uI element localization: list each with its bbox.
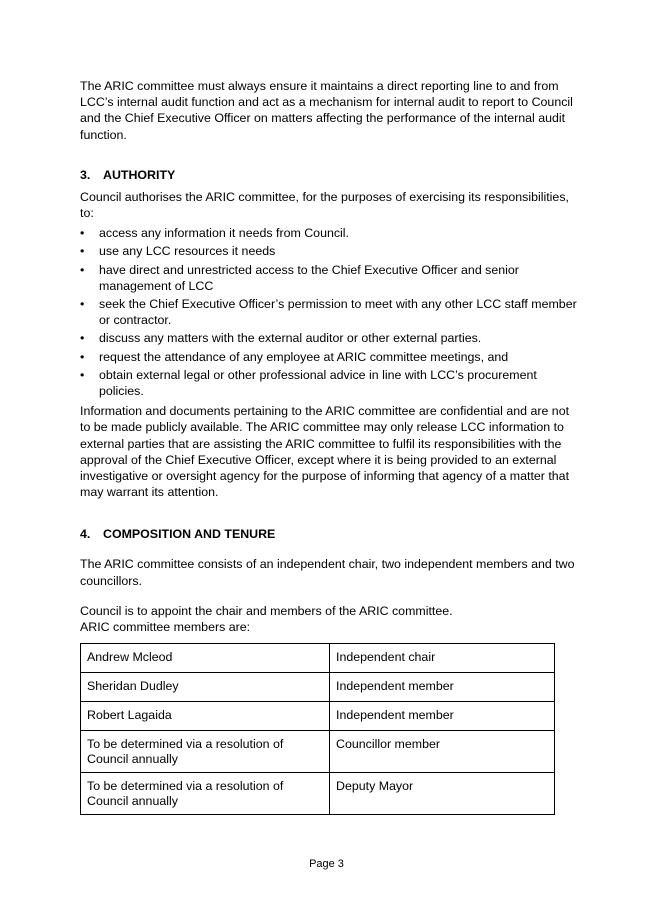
composition-paragraph: The ARIC committee consists of an independent chair, two independent members and two councillors. [80, 557, 575, 588]
authority-list [80, 225, 580, 399]
table-row [81, 673, 555, 702]
members-table [80, 643, 555, 815]
members-intro: ARIC committee members are: [80, 620, 251, 635]
list-item: • discuss any matters with the external auditor or other external parties. [80, 331, 482, 346]
member-role: Independent chair [330, 644, 555, 673]
composition-title: COMPOSITION AND TENURE [103, 527, 276, 542]
bullet-icon: • [80, 297, 85, 312]
table-row [81, 702, 555, 731]
list-item: • request the attendance of any employee at ARIC committee meetings, and [80, 349, 509, 364]
authority-closing: Information and documents pertaining to the ARIC committee are confidential and are not to be made publicly available. The ARIC committee may only release LCC information to external parties that are assisting the ARIC committee to fulfil its responsibilities with the approval of the Chief Executive Officer, except where it is being provided to an external investigative or oversight agency for the purpose of informing that agency of a matter that may warrant its attention. [80, 404, 570, 500]
list-item: • seek the Chief Executive Officer’s permission to meet with any other LCC staff member or contractor. [80, 297, 577, 328]
list-item: • have direct and unrestricted access to the Chief Executive Officer and senior management of LCC [80, 262, 519, 293]
authority-lead: Council authorises the ARIC committee, for the purposes of exercising its responsibilities, to: [80, 189, 569, 221]
member-name: Robert Lagaida [81, 702, 330, 731]
document-body [80, 78, 580, 815]
member-name: To be determined via a resolution of Council annually [81, 773, 330, 815]
table-row [81, 773, 555, 815]
composition-number: 4. [80, 527, 91, 542]
bullet-icon: • [80, 244, 85, 259]
intro-paragraph: The ARIC committee must always ensure it maintains a direct reporting line to and from LCC’s internal audit function and act as a mechanism for internal audit to report to Council and the Chief Executive Officer on matters affecting the performance of the internal audit function. [80, 79, 573, 142]
list-item: • access any information it needs from Council. [80, 226, 349, 241]
table-row [81, 644, 555, 673]
member-name: Sheridan Dudley [81, 673, 330, 702]
bullet-icon: • [80, 331, 85, 346]
authority-title: AUTHORITY [103, 167, 176, 182]
table-row [81, 731, 555, 773]
bullet-icon: • [80, 226, 85, 241]
bullet-icon: • [80, 367, 85, 382]
member-role: Independent member [330, 673, 555, 702]
member-name: Andrew Mcleod [81, 644, 330, 673]
list-item: • obtain external legal or other professional advice in line with LCC’s procurement policies. [80, 367, 537, 399]
list-item: • use any LCC resources it needs [80, 244, 276, 259]
member-role: Councillor member [330, 731, 555, 773]
member-role: Independent member [330, 702, 555, 731]
composition-heading [80, 526, 580, 542]
bullet-icon: • [80, 349, 85, 364]
appointment-line: Council is to appoint the chair and members of the ARIC committee. [80, 603, 453, 618]
member-name: To be determined via a resolution of Council annually [81, 731, 330, 773]
authority-number: 3. [80, 167, 91, 182]
bullet-icon: • [80, 262, 85, 277]
authority-heading [80, 167, 580, 183]
member-role: Deputy Mayor [330, 773, 555, 815]
page-number: Page 3 [309, 858, 344, 870]
